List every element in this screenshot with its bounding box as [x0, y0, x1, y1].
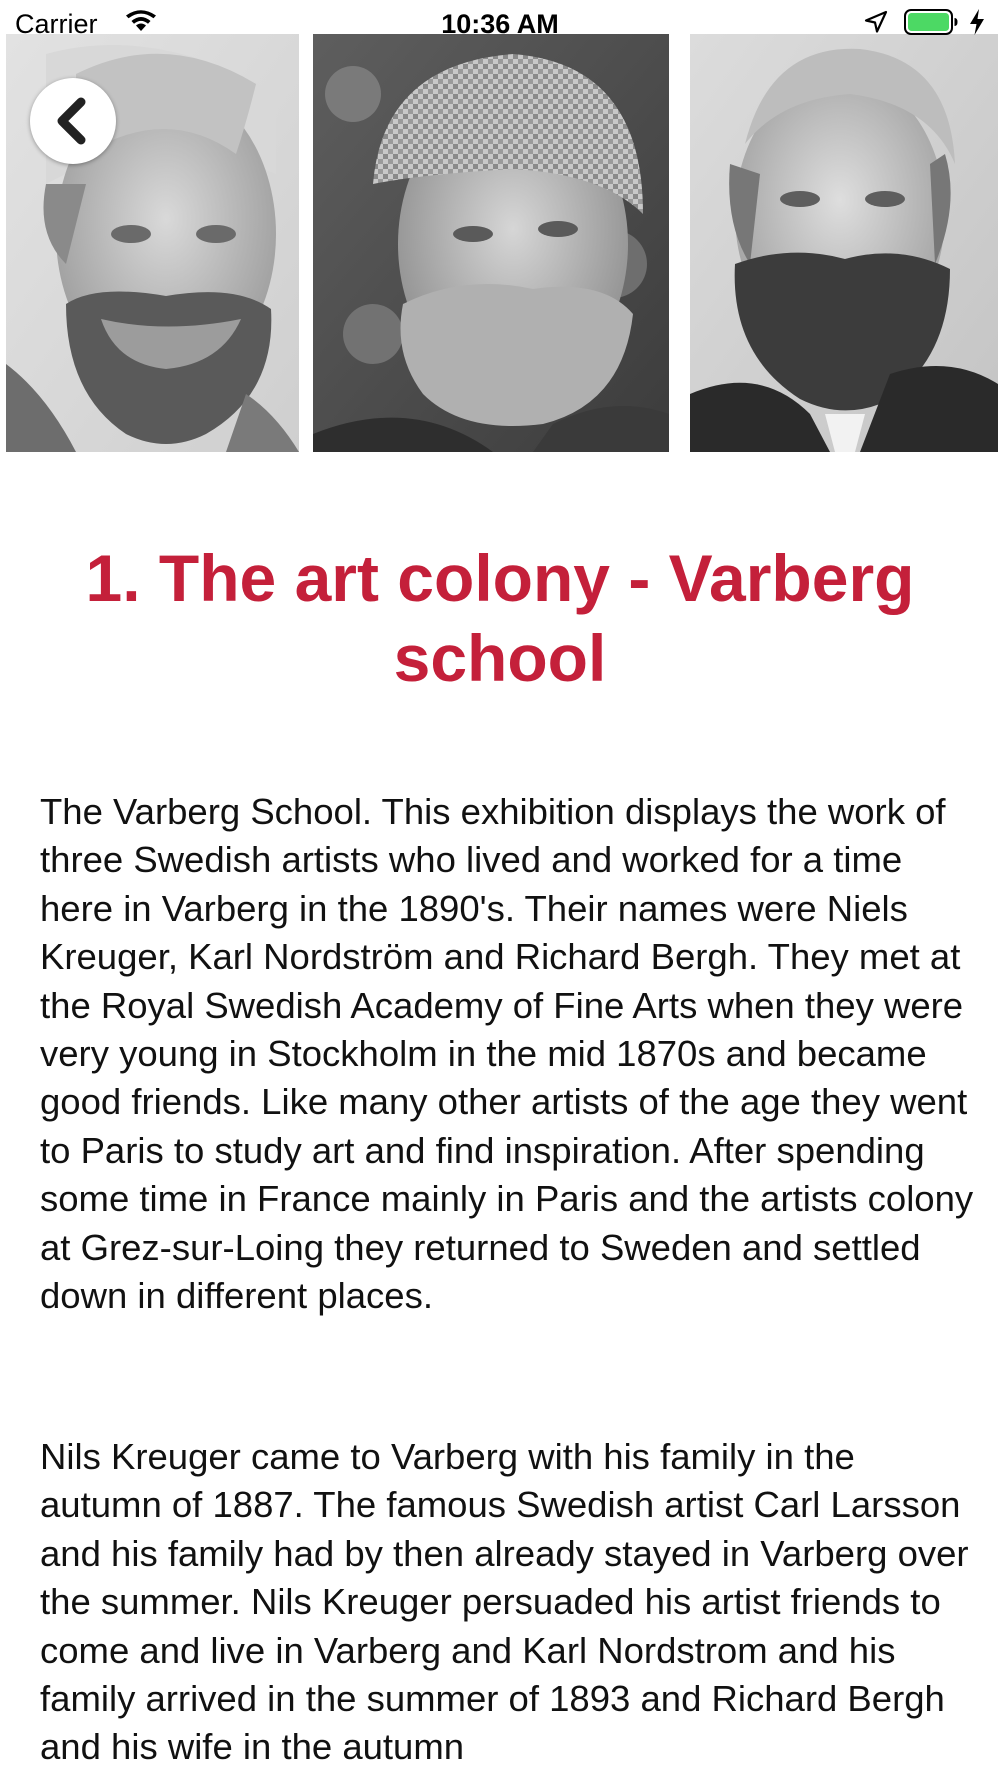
portrait-strip [0, 34, 1000, 454]
back-button[interactable] [30, 78, 116, 164]
status-bar [0, 0, 1000, 39]
location-arrow-icon [864, 10, 888, 34]
article-paragraph: Nils Kreuger came to Varberg with his family in the autumn of 1887. The famous Swedish artist Carl Larsson and his family had by then already stayed in Varberg over the summer. Nils Kreuger persuaded his artist friends to come and live in Varberg and Karl Nordstrom and his family arrived in the summer of 1893 and Richard Bergh and his wife in the autumn [40, 1436, 969, 1768]
chevron-left-icon [48, 96, 98, 146]
article-paragraph: The Varberg School. This exhibition displays the work of three Swedish artists who lived and worked for a time here in Varberg in the 1890's. Their names were Niels Kreuger, Karl Nordström and Richard Bergh. They met at the Royal Swedish Academy of Fine Arts when they were very young in Stockholm in the mid 1870s and became good friends. Like many other artists of the age they went to Paris to study art and find inspiration. After spending some time in France mainly in Paris and the artists colony at Grez-sur-Loing they returned to Sweden and settled down in different places. [40, 791, 974, 1317]
carrier-label: Carrier [15, 9, 98, 39]
status-time: 10:36 AM [441, 9, 559, 39]
article-title: 1. The art colony - Varberg school [85, 541, 915, 695]
portrait-image [313, 34, 669, 452]
bolt-icon [968, 8, 986, 36]
battery-icon [904, 9, 958, 35]
portrait-image [690, 34, 998, 452]
